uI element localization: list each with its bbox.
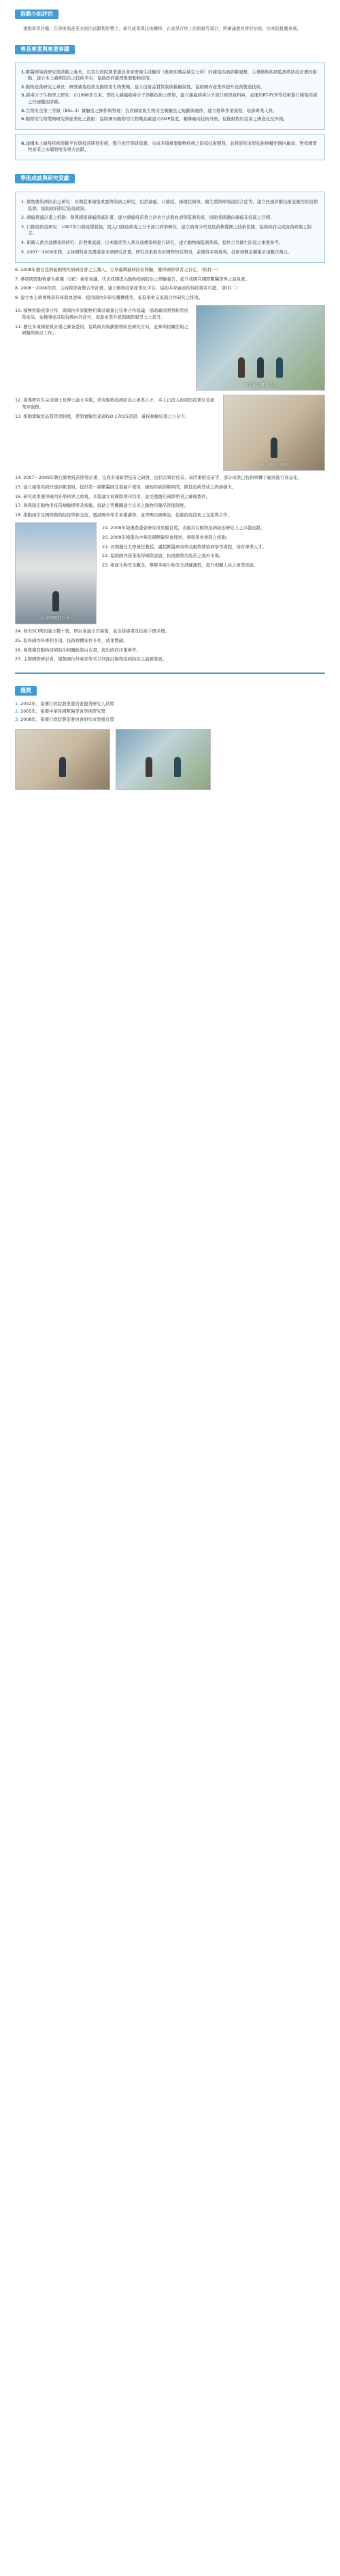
item-number: 17. xyxy=(15,503,22,509)
item-text: 2008年榮獲農委會研究成果優良獎，表揚其在動物疫病防治研究上之卓越貢獻。 xyxy=(110,525,265,531)
section-heading-expertise: 專長專業與專業事蹟 xyxy=(15,45,75,54)
list-item xyxy=(15,717,325,723)
item-text: 參與撰寫動物疫病防治相關政策白皮書，提供政府決策參考。 xyxy=(23,647,141,653)
item-text: 指導研究生完成碩士及博士論文多篇，培育動物疫病防治之專業人才，多人已投入政府防疫單位及產業界服務。 xyxy=(22,397,215,410)
item-text: 建立本土病毒株資料庫與血清庫，提供國內外研究機構使用，促進學術交流與合作研究之推展。 xyxy=(20,294,203,300)
section-heading-evaluation: 推動小組評估 xyxy=(15,10,58,19)
item-text: 2007－2009年間，主持國科會及農委會多項研究計畫，研究成果發表於國際知名期刊，並獲得多項專利，技術移轉金額累計達數百萬元。 xyxy=(27,249,292,255)
list-item xyxy=(15,628,325,635)
list-item xyxy=(15,324,190,337)
list-item xyxy=(15,414,218,421)
item-number: 21. xyxy=(102,543,109,550)
list-item xyxy=(21,116,319,123)
list-item xyxy=(21,199,319,212)
photo-caption: 出席國際研討會 xyxy=(41,617,70,622)
item-number: 2. xyxy=(21,215,26,221)
award-photo xyxy=(116,729,211,790)
list-item xyxy=(21,108,319,115)
item-number: 3. xyxy=(21,223,26,230)
list-item xyxy=(21,224,319,237)
item-text: 建構本土豬隻疾病診斷平台與疫苗研發系統，整合產官學研資源，完成多項重要動物疾病之防疫技術開發，並將研究成果技術移轉至國內廠商，對我國畜牧產業之永續發展有重大貢獻。 xyxy=(25,140,318,153)
item-number: 3. xyxy=(15,717,20,722)
item-text: 動物疫苗研究之專長：研發豬隻疫苗及動物用生物製劑，建立疫苗品質管制與檢驗制度，協助國內產業界提升疫苗製造技術。 xyxy=(25,84,265,90)
item-number: 26. xyxy=(15,647,22,653)
item-number: 18. xyxy=(15,512,22,518)
list-item xyxy=(21,240,319,247)
list-item xyxy=(21,249,319,256)
item-text: 新興人畜共通傳染病研究：針對禽流感、日本腦炎等人畜共通傳染病進行研究，建立動物端監測系統，提供公共衛生防疫之重要參考。 xyxy=(27,239,284,245)
photo-text-list xyxy=(15,308,190,336)
item-number: 3. xyxy=(21,92,26,99)
item-text: 2009年獲選為中華民國獸醫學會理事，參與學會事務之推動。 xyxy=(110,535,231,541)
item-number: 13. xyxy=(15,413,22,419)
item-number: 5. xyxy=(21,249,26,255)
list-item xyxy=(15,484,325,491)
innovation-box xyxy=(15,134,325,160)
item-number: 4. xyxy=(21,239,26,245)
person-figure xyxy=(257,357,264,378)
item-number: 1. xyxy=(21,69,26,75)
item-text: 主辦國際研討會，邀集國內外專家學者共同探討動物疫病防治之最新發展。 xyxy=(23,656,167,662)
photo-row-1 xyxy=(15,305,325,391)
item-text: 參與制定動物用疫苗檢驗標準及規範，協助主管機關建立完善之動物用藥品管理制度。 xyxy=(23,503,189,509)
list-item xyxy=(15,647,325,654)
item-number: 9. xyxy=(15,294,20,300)
list-item xyxy=(102,562,325,569)
item-text: 推動兩岸及國際動物防疫學術交流，邀請國外學者來臺講學，並率團出國參訪，促進防疫技術之交流與合作。 xyxy=(23,512,232,518)
photo-row-2 xyxy=(15,395,325,471)
item-number: 23. xyxy=(102,562,109,568)
list-item xyxy=(21,141,319,154)
item-text: 獸醫傳染病研究與診斷之專長，負責行政院農業委員會家畜衛生試驗所（動物用藥品檢定分所）的豬隻疾病診斷服務，主導動物疾病監測與防疫計畫的推動，建立本土豬病防治之技術平台，協助政府處理重要動物疫情。 xyxy=(25,69,318,82)
item-number: 24. xyxy=(15,628,22,634)
person-figure xyxy=(276,357,283,378)
person-figure xyxy=(271,437,277,458)
item-text: 2002年，榮獲行政院農業委員會優秀研究人員獎 xyxy=(20,700,114,706)
list-item xyxy=(15,397,218,410)
list-item xyxy=(15,512,325,519)
award-photo xyxy=(15,729,110,790)
list-item xyxy=(15,308,190,321)
item-number: 12. xyxy=(15,397,22,404)
item-text: 2006－2008年間，主持跨部會整合型計畫，建立動物疫苗產業化平台，協助多家廠商取得疫苗許可證。（附件二） xyxy=(20,285,241,291)
item-number: 20. xyxy=(102,535,109,541)
photo-caption: 參訪研究機構合影 xyxy=(244,383,277,388)
photo-caption: 研究團隊工作照 xyxy=(260,463,288,468)
photo-side-text xyxy=(15,305,190,391)
item-text: 2005年，榮獲中華民國獸醫學會學術研究獎 xyxy=(20,709,106,715)
photo-side-text xyxy=(102,522,325,624)
list-item xyxy=(102,525,325,532)
list-item xyxy=(15,503,325,509)
achievements-list xyxy=(21,199,319,255)
person-figure xyxy=(174,757,181,777)
list-item xyxy=(15,709,325,715)
group-photo xyxy=(196,305,325,391)
achievements-box xyxy=(15,192,325,263)
item-text: 口蹄疫防疫研究：1997年口蹄疫爆發後，投入口蹄疫病毒之分子流行病學研究，建立病毒分型及疫苗株選擇之技術依據，協助政府完成疫苗政策之制定。 xyxy=(27,223,312,236)
person-figure xyxy=(52,591,59,611)
item-text: 發表SCI期刊論文數十篇，研討會論文百餘篇，並出版專書及技術手冊多冊。 xyxy=(23,628,170,634)
expertise-box xyxy=(15,62,325,130)
item-number: 15. xyxy=(15,484,22,490)
item-text: 動物傳染病防治之研究：長期從事豬隻重要傳染病之研究，包括豬瘟、口蹄疫、豬環狀病毒、豬生殖與呼吸道綜合症等，建立快速診斷技術並應用於疫情監測，協助政府制定防疫政策。 xyxy=(27,198,318,211)
photo-side-text xyxy=(15,395,218,471)
item-text: 病毒分子生物學之研究：自1998年以來，即投入豬瘟病毒分子診斷技術之研發，建立豬瘟病毒分子流行病學資料庫，並運用RT-PCR等技術進行豬隻疾病之快速鑑別診斷。 xyxy=(25,92,318,105)
item-text: 豬瘟撲滅計畫之推動：參與國家豬瘟撲滅計畫，建立豬瘟疫苗效力評估方法與血清學監測系統，協助我國邁向豬瘟非疫區之目標。 xyxy=(27,215,275,221)
honors-section xyxy=(15,673,325,790)
item-text: 2007－2009年執行動物疫苗開發計畫，完成多項新型疫苗之研發，包括次單位疫苗、基因重組疫苗等，部分成果已技術移轉予廠商進行商品化。 xyxy=(23,475,302,481)
item-number: 16. xyxy=(15,493,22,499)
photo-text-list xyxy=(15,397,218,420)
item-number: 8. xyxy=(15,285,20,291)
item-number: 25. xyxy=(15,638,22,644)
item-text: 取得國內外專利多項，技術移轉案件多件，成果豐碩。 xyxy=(23,638,128,644)
item-number: 2. xyxy=(21,84,26,90)
person-figure xyxy=(59,757,66,777)
activities-list xyxy=(15,267,325,301)
item-number: 11. xyxy=(15,323,22,329)
list-item xyxy=(21,84,319,91)
list-item xyxy=(15,656,325,663)
item-number: 1. xyxy=(21,198,26,204)
list-item xyxy=(21,215,319,221)
innovation-list xyxy=(21,141,319,154)
list-item xyxy=(15,295,325,302)
item-text: 2008年擔任亞洲區動物疾病研討會之主講人，分享臺灣豬病防治經驗，獲得國際學者之肯定。（附件一） xyxy=(20,267,221,273)
list-item xyxy=(15,701,325,708)
list-item xyxy=(15,276,325,283)
list-item xyxy=(15,475,325,482)
expertise-list xyxy=(21,69,319,123)
item-number: 6. xyxy=(15,267,20,273)
photo-row-3 xyxy=(15,522,325,624)
list-item xyxy=(102,535,325,541)
item-number: 22. xyxy=(102,553,109,559)
list-item xyxy=(15,285,325,292)
item-text: 推動實驗室品質管理制度，帶領實驗室通過ISO 17025認證，確保檢驗結果之公信力。 xyxy=(23,413,190,419)
evaluation-text: 重點學者評鑑：在學術與產業方面的貢獻與影響力、研究成果與技術轉移、在產學合作上的推動等項目，經審議委員會評估後，由本院推薦參選。 xyxy=(23,26,301,31)
item-number: 4. xyxy=(21,107,26,113)
list-item xyxy=(21,69,319,82)
item-text: 參與國際動物衛生組織（OIE）專家會議，代表我國提出動物疫病防治之經驗報告，提升我國在國際獸醫學界之能見度。 xyxy=(20,276,250,282)
honors-list xyxy=(15,701,325,723)
publications-list xyxy=(15,628,325,662)
bottom-photos xyxy=(15,729,325,790)
person-figure xyxy=(146,757,152,777)
item-text: 建立豬隻疾病快速診斷套組，提供第一線獸醫師及養豬戶使用，縮短疾病診斷時間，降低疫病造成之經濟損失。 xyxy=(23,484,237,490)
item-number: 10. xyxy=(15,308,22,314)
item-number: 5. xyxy=(21,116,26,122)
item-number: 27. xyxy=(15,656,22,662)
item-number: 6. xyxy=(21,140,26,146)
list-item xyxy=(102,544,325,551)
item-number: 1. xyxy=(15,700,20,706)
photo-text-list xyxy=(102,525,325,569)
item-text: 擔任多項國家級計畫之審查委員，協助政府規劃動物防疫研究方向，並參與相關法規之研擬與修訂工作。 xyxy=(22,323,189,336)
research-list xyxy=(15,475,325,518)
item-text: 生物安全第三等級（BSL-3）實驗室之操作與管理：負責國家級生物安全實驗室之規劃與運作，建立標準作業流程，培訓專業人員。 xyxy=(25,107,277,113)
item-number: 2. xyxy=(15,709,20,715)
section-heading-achievements: 學術成就與研究貢獻 xyxy=(15,174,75,183)
list-item xyxy=(15,494,325,501)
item-text: 動物用生物製劑研究與產業化之推動：協助國內動物用生物藥品廠建立GMP制度，輔導廠商技術升級，促進動物用疫苗之國產化及外銷。 xyxy=(25,116,288,122)
item-text: 2008年，榮獲行政院農業委員會研究成果優良獎 xyxy=(20,717,114,722)
item-number: 7. xyxy=(15,276,20,282)
list-item xyxy=(15,638,325,645)
item-text: 研究成果獲得國內外學術界之重視，多篇論文被國際期刊引用，並受邀擔任國際期刊之審稿委員。 xyxy=(23,493,211,499)
list-item xyxy=(102,553,325,560)
conference-photo xyxy=(15,522,97,624)
list-item xyxy=(21,92,319,105)
portrait-photo xyxy=(223,395,325,471)
item-text: 長期擔任大學兼任教授，講授獸醫病毒學及動物傳染病學等課程，培育專業人才。 xyxy=(110,543,267,550)
section-heading-honors: 獲獎 xyxy=(15,686,37,696)
item-text: 推廣生物安全觀念，舉辦多場生物安全訓練課程，提升相關人員之專業知能。 xyxy=(110,562,258,568)
item-number: 19. xyxy=(102,525,109,531)
person-figure xyxy=(238,357,245,378)
item-text: 協助國內產業取得國際認證，拓展動物用疫苗之海外市場。 xyxy=(110,553,224,559)
item-number: 14. xyxy=(15,475,22,481)
list-item xyxy=(15,267,325,274)
item-text: 積極推動產學合作，與國內多家動物用藥品廠簽訂技術合作協議，協助廠商開發新型疫苗產品，並輔導產品取得國內外許可，促進產業升級與國際競爭力之提升。 xyxy=(22,308,189,321)
